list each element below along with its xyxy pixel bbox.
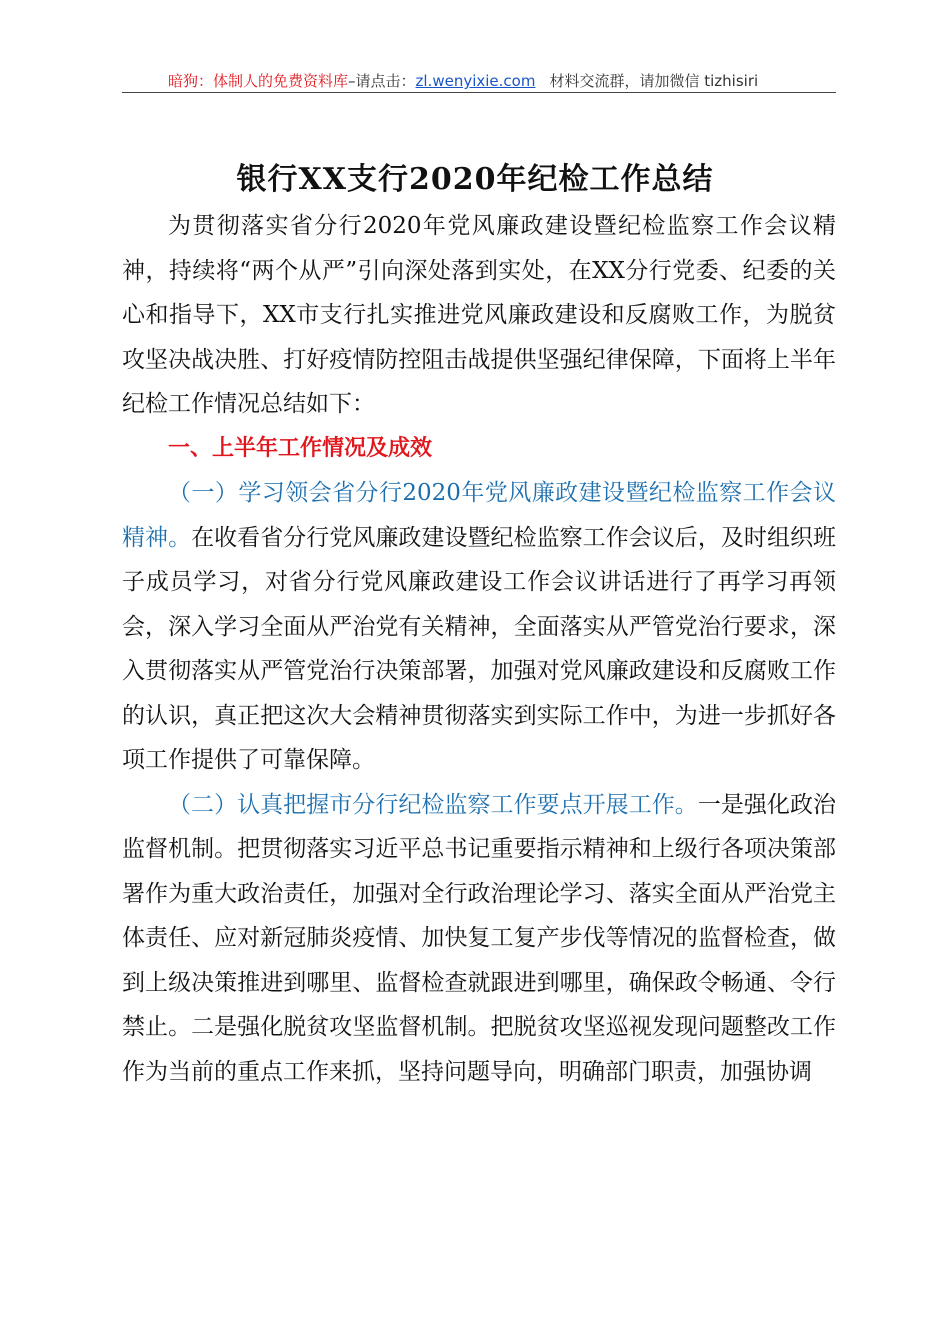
item-2-body: 一是强化政治监督机制。把贯彻落实习近平总书记重要指示精神和上级行各项决策部署作为重大政治责任，加强对全行政治理论学习、落实全面从严治党主体责任、应对新冠肺炎疫情、加快复工复产步伐等情况的监督检查，做到上级决策推进到哪里、监督检查就跟进到哪里，确保政令畅通、令行禁止。二是强化脱贫攻坚监督机制。把脱贫攻坚巡视发现问题整改工作作为当前的重点工作来抓，坚持问题导向，明确部门职责，加强协调 bbox=[122, 791, 837, 1085]
document-body bbox=[122, 204, 836, 1094]
item-1-body: 在收看省分行党风廉政建设暨纪检监察工作会议后，及时组织班子成员学习，对省分行党风廉政建设工作会议讲话进行了再学习再领会，深入学习全面从严治党有关精神，全面落实从严管党治行要求，深入贯彻落实从严管党治行决策部署，加强对党风廉政建设和反腐败工作的认识，真正把这次大会精神贯彻落实到实际工作中，为进一步抓好各项工作提供了可靠保障。 bbox=[122, 524, 837, 773]
header-group-note: 材料交流群，请加微信 tizhisiri bbox=[549, 72, 759, 90]
header-link[interactable]: zl.wenyixie.com bbox=[415, 72, 536, 90]
item-2-lead: （二）认真把握市分行纪检监察工作要点开展工作。 bbox=[168, 791, 698, 818]
header-click-label: –请点击： bbox=[348, 72, 416, 90]
page-header bbox=[122, 58, 836, 93]
section-heading: 一、上半年工作情况及成效 bbox=[168, 435, 433, 461]
item-2-paragraph bbox=[122, 783, 836, 1095]
document-title: 银行XX支行2020年纪检工作总结 bbox=[236, 162, 714, 197]
item-1-lead: （一）学习领会省分行2020年党风廉政建设暨纪检监察工作会议精神。 bbox=[122, 480, 836, 551]
item-1-paragraph bbox=[122, 471, 836, 783]
intro-paragraph: 为贯彻落实省分行2020年党风廉政建设暨纪检监察工作会议精神，持续将“两个从严”引向深处落到实处，在XX分行党委、纪委的关心和指导下，XX市支行扎实推进党风廉政建设和反腐败工作，为脱贫攻坚决战决胜、打好疫情防控阻击战提供坚强纪律保障，下面将上半年纪检工作情况总结如下： bbox=[122, 213, 836, 417]
header-site-name: 暗狗：体制人的免费资料库 bbox=[168, 72, 349, 90]
